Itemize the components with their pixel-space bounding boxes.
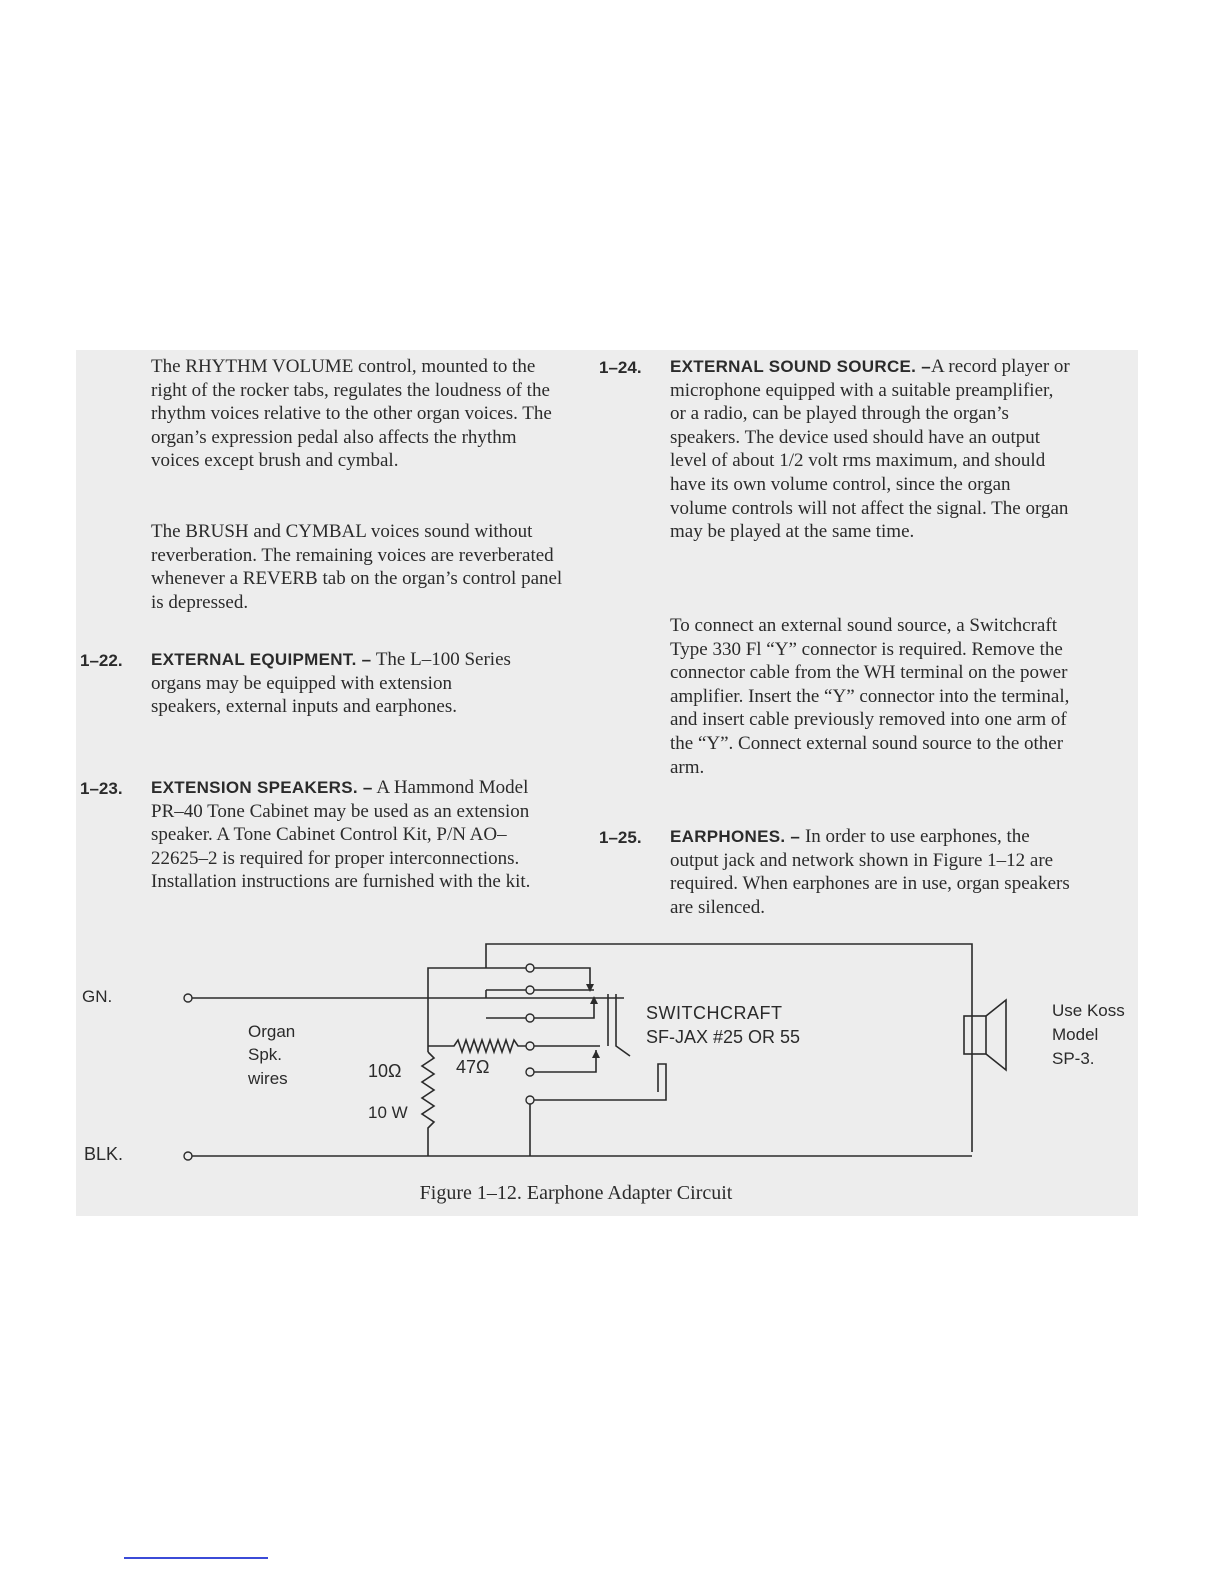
koss-label-2: Model [1052,1025,1099,1044]
figure-caption: Figure 1–12. Earphone Adapter Circuit [419,1182,733,1204]
section-heading: EARPHONES. – [670,827,801,846]
terminal-gn [184,994,192,1002]
terminal-blk [184,1152,192,1160]
blk-label: BLK. [84,1144,124,1164]
koss-label-1: Use Koss [1052,1001,1125,1020]
resistor-47-ohm-label: 47Ω [456,1057,490,1077]
resistor-branch-wire [428,968,486,1052]
resistor-10w-label: 10 W [368,1103,408,1122]
section-heading: EXTENSION SPEAKERS. – [151,778,373,797]
section-body: The L–100 Series organs may be equipped with extension speakers, external inputs and earphones. [151,649,511,718]
section-number-1-23: 1–23. [80,779,123,798]
switchcraft-label-1: SWITCHCRAFT [646,1003,783,1023]
jack-contact-5 [534,1050,596,1072]
section-number-1-22: 1–22. [80,651,123,670]
section-body: A Hammond Model PR–40 Tone Cabinet may be used as an extension speaker. A Tone Cabinet Control Kit, P/N AO–22625–2 is required for proper interconnections. Installation instructions are furnished with the kit. [151,777,531,893]
jack-contact-2 [486,990,594,998]
jack-sleeve [530,1064,666,1100]
resistor-10-ohm [422,1052,434,1156]
section-number-1-25: 1–25. [599,828,642,847]
speaker-icon [964,1016,986,1054]
switchcraft-label-2: SF-JAX #25 OR 55 [646,1027,801,1047]
section-body: A record player or microphone equipped with a suitable preamplifier, or a radio, can be played through the organ’s speakers. The device used should have an output level of about 1/2 volt rms maximum, and should have its own volume control, since the organ volume controls will not affect the signal. The organ may be played at the same time. [670,356,1070,543]
section-heading: EXTERNAL EQUIPMENT. – [151,650,372,669]
footnote-rule [124,1557,268,1559]
section-number-1-24: 1–24. [599,358,642,377]
resistor-10-ohm-label: 10Ω [368,1061,402,1081]
right-para-connect: To connect an external sound source, a Switchcraft Type 330 Fl “Y” connector is required. Remove the connector cable from the WH terminal on the power amplifier. Insert the “Y” connector into the terminal, and insert cable previously removed into one arm of the “Y”. Connect external sound source to the other arm. [670,615,1070,778]
resistor-47-ohm [428,1040,526,1052]
gn-label: GN. [82,987,113,1006]
koss-label-3: SP-3. [1052,1049,1095,1068]
section-heading: EXTERNAL SOUND SOURCE. – [670,357,931,376]
jack-contact-1 [486,968,590,990]
left-para-2: The BRUSH and CYMBAL voices sound without reverberation. The remaining voices are reverberated whenever a REVERB tab on the organ’s control panel is depressed. [151,521,563,613]
jack-frame [608,994,630,1056]
section-body: In order to use earphones, the output jack and network shown in Figure 1–12 are required. When earphones are in use, organ speakers are silenced. [670,826,1070,918]
organ-label-1: Organ [248,1022,296,1041]
jack-contact-3 [486,998,594,1018]
organ-label-2: Spk. [248,1045,283,1064]
top-loop-wire [486,944,972,1152]
organ-label-3: wires [248,1069,288,1088]
left-para-1: The RHYTHM VOLUME control, mounted to the right of the rocker tabs, regulates the loudness of the rhythm voices relative to the other organ voices. The organ’s expression pedal also affects the rhythm voices except brush and cymbal. [151,356,552,472]
